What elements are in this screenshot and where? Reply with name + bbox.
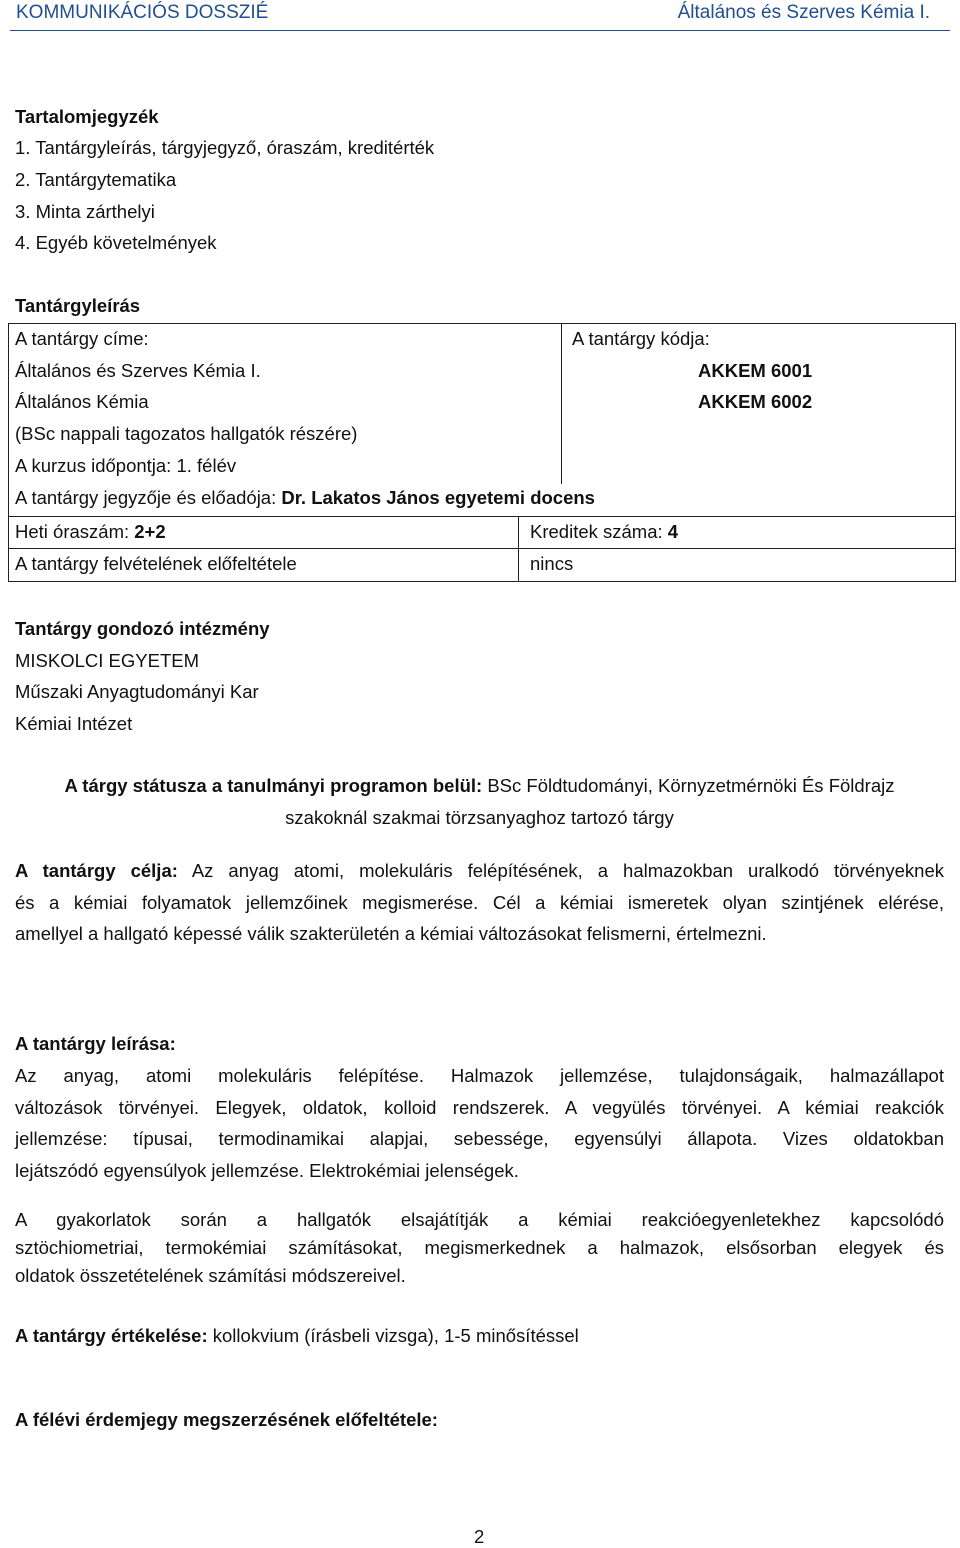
goal-paragraph xyxy=(15,855,944,950)
practice-line: sztöchiometriai, termokémiai számításokat, megismerkednek a halmazok, elsősorban elegyek és xyxy=(15,1237,944,1258)
goal-text: és a kémiai folyamatok jellemzőinek megismerése. Cél a kémiai ismeretek olyan szintjének elérése, xyxy=(15,891,944,913)
table-divider xyxy=(8,516,956,517)
hours-label: Heti óraszám: xyxy=(15,521,135,542)
header-divider xyxy=(10,30,950,31)
credits-value: 4 xyxy=(667,521,679,542)
course-title-label: A tantárgy címe: xyxy=(15,328,149,349)
description-line: lejátszódó egyensúlyok jellemzése. Elektrokémiai jelenségek. xyxy=(15,1159,519,1181)
prereq-value: nincs xyxy=(530,553,574,574)
evaluation-label: A tantárgy értékelése: xyxy=(15,1325,208,1346)
practice-line: oldatok összetételének számítási módszereivel. xyxy=(15,1265,406,1286)
goal-text: amellyel a hallgató képessé válik szakterületén a kémiai változásokat felismerni, értelmezni. xyxy=(15,923,767,944)
institution-line: MISKOLCI EGYETEM xyxy=(15,650,200,671)
table-divider xyxy=(518,516,519,582)
lecturer-label: A tantárgy jegyzője és előadója: xyxy=(15,487,282,508)
description-line: Az anyag, atomi molekuláris felépítése. Halmazok jellemzése, tulajdonságaik, halmazállapot xyxy=(15,1065,944,1086)
institution-title: Tantárgy gondozó intézmény xyxy=(15,618,270,639)
course-title-value: Általános és Szerves Kémia I. xyxy=(15,360,261,381)
header-left: KOMMUNIKÁCIÓS DOSSZIÉ xyxy=(16,2,269,23)
goal-text: Az anyag atomi, molekuláris felépítésének, a halmazokban uralkodó törvényeknek xyxy=(177,860,944,881)
institution-line: Műszaki Anyagtudományi Kar xyxy=(15,681,259,702)
status-line-2: szakoknál szakmai törzsanyaghoz tartozó tárgy xyxy=(285,807,674,828)
course-code: AKKEM 6001 xyxy=(698,360,813,381)
status-value: BSc Földtudományi, Környzetmérnöki És Földrajz xyxy=(482,775,895,796)
header-right: Általános és Szerves Kémia I. xyxy=(677,2,930,23)
toc-item: 1. Tantárgyleírás, tárgyjegyző, óraszám, kreditérték xyxy=(15,137,435,158)
toc-item: 4. Egyéb követelmények xyxy=(15,232,217,253)
status-line-1 xyxy=(15,770,944,802)
lecturer-value: Dr. Lakatos János egyetemi docens xyxy=(281,487,595,508)
description-line: jellemzése: típusai, termodinamikai alapjai, sebessége, egyensúlyi állapota. Vizes oldatokban xyxy=(15,1128,944,1149)
course-code-label: A tantárgy kódja: xyxy=(572,328,710,349)
weekly-hours xyxy=(15,521,166,543)
course-lecturer xyxy=(15,487,595,509)
course-subtitle-value: Általános Kémia xyxy=(15,391,149,412)
prereq-label: A tantárgy felvételének előfeltétele xyxy=(15,553,297,574)
grade-prereq-title: A félévi érdemjegy megszerzésének előfeltétele: xyxy=(15,1409,438,1430)
description-title: A tantárgy leírása: xyxy=(15,1033,176,1054)
toc-item: 3. Minta zárthelyi xyxy=(15,201,155,222)
course-audience: (BSc nappali tagozatos hallgatók részére) xyxy=(15,423,358,444)
credits xyxy=(530,521,678,543)
practice-line: A gyakorlatok során a hallgatók elsajátítják a kémiai reakcióegyenletekhez kapcsolódó xyxy=(15,1209,944,1230)
table-divider xyxy=(561,323,562,484)
toc-item: 2. Tantárgytematika xyxy=(15,169,177,190)
status-label: A tárgy státusza a tanulmányi programon belül: xyxy=(64,775,483,796)
practice-paragraph xyxy=(15,1206,944,1290)
table-divider xyxy=(8,548,956,549)
course-code: AKKEM 6002 xyxy=(698,391,813,412)
description-paragraph xyxy=(15,1060,944,1186)
goal-label: A tantárgy célja: xyxy=(15,860,178,881)
evaluation xyxy=(15,1325,579,1347)
institution-line: Kémiai Intézet xyxy=(15,713,133,734)
credits-label: Kreditek száma: xyxy=(530,521,668,542)
evaluation-value: kollokvium (írásbeli vizsga), 1-5 minősítéssel xyxy=(207,1325,579,1346)
hours-value: 2+2 xyxy=(134,521,166,542)
section-title: Tantárgyleírás xyxy=(15,295,141,316)
course-timing: A kurzus időpontja: 1. félév xyxy=(15,455,237,476)
description-line: változások törvényei. Elegyek, oldatok, kolloid rendszerek. A vegyülés törvényei. A kémiai reakciók xyxy=(15,1096,944,1118)
toc-title: Tartalomjegyzék xyxy=(15,106,159,127)
page-number: 2 xyxy=(474,1526,485,1547)
